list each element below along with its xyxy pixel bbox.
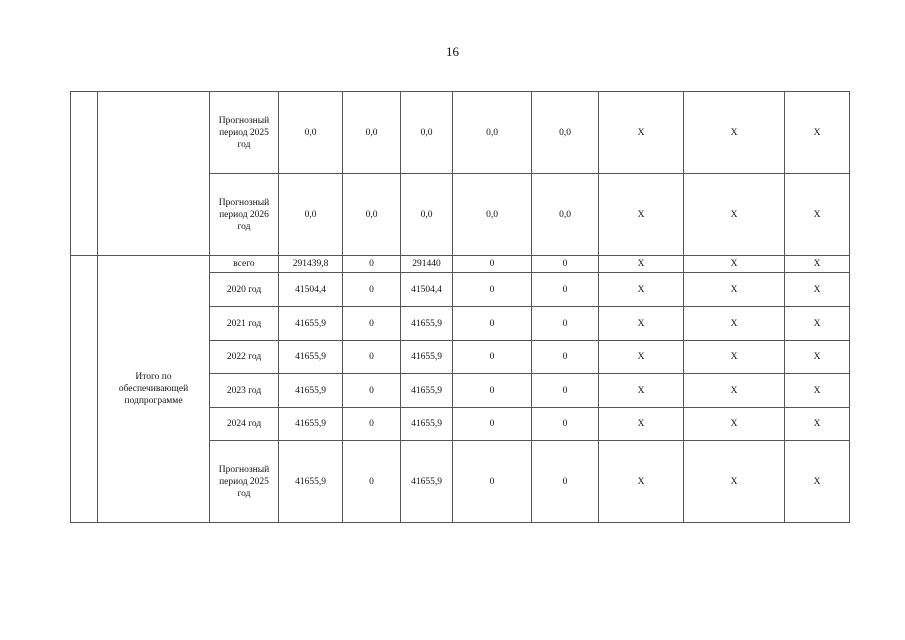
value-cell: 0,0: [401, 174, 453, 256]
value-cell: 0: [343, 374, 401, 408]
value-cell: X: [684, 307, 785, 341]
value-cell: 0,0: [532, 174, 599, 256]
value-cell: 0: [532, 374, 599, 408]
period-cell: 2024 год: [210, 408, 279, 441]
value-cell: 0,0: [453, 174, 532, 256]
value-cell: 0: [532, 441, 599, 523]
period-cell: Прогнозный период 2025 год: [210, 92, 279, 174]
value-cell: 0: [453, 341, 532, 374]
value-cell: X: [785, 273, 850, 307]
value-cell: 0: [453, 256, 532, 273]
value-cell: X: [599, 408, 684, 441]
value-cell: 41504,4: [401, 273, 453, 307]
value-cell: X: [684, 256, 785, 273]
value-cell: X: [599, 441, 684, 523]
value-cell: 0: [343, 441, 401, 523]
period-cell: 2020 год: [210, 273, 279, 307]
value-cell: X: [684, 374, 785, 408]
period-cell: 2023 год: [210, 374, 279, 408]
table-row: [71, 256, 850, 273]
value-cell: X: [785, 174, 850, 256]
value-cell: 0: [532, 256, 599, 273]
program-label-cell: Итого по обеспечивающей подпрограмме: [98, 256, 210, 523]
value-cell: 0,0: [343, 174, 401, 256]
value-cell: 0: [343, 341, 401, 374]
value-cell: 0,0: [401, 92, 453, 174]
period-cell: Прогнозный период 2026 год: [210, 174, 279, 256]
row-number-cell: [71, 256, 98, 523]
value-cell: X: [785, 374, 850, 408]
value-cell: X: [684, 92, 785, 174]
value-cell: X: [599, 307, 684, 341]
value-cell: 0: [532, 307, 599, 341]
page-number: 16: [446, 44, 459, 59]
value-cell: X: [785, 92, 850, 174]
value-cell: 41655,9: [401, 408, 453, 441]
table-row: [71, 92, 850, 174]
value-cell: 41655,9: [279, 341, 343, 374]
period-cell: Прогнозный период 2025 год: [210, 441, 279, 523]
value-cell: 0,0: [532, 92, 599, 174]
value-cell: 291439,8: [279, 256, 343, 273]
value-cell: 0: [532, 408, 599, 441]
value-cell: 0: [532, 341, 599, 374]
value-cell: 0: [453, 307, 532, 341]
value-cell: X: [684, 441, 785, 523]
period-cell: всего: [210, 256, 279, 273]
value-cell: X: [684, 174, 785, 256]
value-cell: X: [599, 92, 684, 174]
value-cell: 0: [343, 273, 401, 307]
value-cell: 41655,9: [279, 374, 343, 408]
value-cell: 0: [343, 307, 401, 341]
value-cell: X: [599, 273, 684, 307]
value-cell: X: [599, 341, 684, 374]
value-cell: 0,0: [279, 92, 343, 174]
value-cell: X: [684, 341, 785, 374]
value-cell: X: [599, 374, 684, 408]
value-cell: X: [785, 341, 850, 374]
value-cell: 0: [453, 273, 532, 307]
value-cell: 41655,9: [401, 307, 453, 341]
value-cell: X: [599, 256, 684, 273]
budget-table: [70, 91, 850, 523]
program-label-cell: [98, 92, 210, 256]
value-cell: 41655,9: [401, 374, 453, 408]
value-cell: 41655,9: [279, 441, 343, 523]
value-cell: 0: [343, 408, 401, 441]
value-cell: 41504,4: [279, 273, 343, 307]
value-cell: 41655,9: [401, 441, 453, 523]
value-cell: X: [599, 174, 684, 256]
value-cell: X: [684, 408, 785, 441]
value-cell: 0: [453, 408, 532, 441]
value-cell: 41655,9: [401, 341, 453, 374]
value-cell: X: [785, 441, 850, 523]
row-number-cell: [71, 92, 98, 256]
value-cell: 0,0: [343, 92, 401, 174]
value-cell: 0: [532, 273, 599, 307]
period-cell: 2022 год: [210, 341, 279, 374]
value-cell: 41655,9: [279, 408, 343, 441]
value-cell: X: [785, 307, 850, 341]
value-cell: X: [785, 408, 850, 441]
period-cell: 2021 год: [210, 307, 279, 341]
value-cell: 0,0: [453, 92, 532, 174]
value-cell: 291440: [401, 256, 453, 273]
value-cell: X: [684, 273, 785, 307]
value-cell: 41655,9: [279, 307, 343, 341]
value-cell: 0: [453, 441, 532, 523]
value-cell: 0: [343, 256, 401, 273]
value-cell: X: [785, 256, 850, 273]
value-cell: 0,0: [279, 174, 343, 256]
value-cell: 0: [453, 374, 532, 408]
